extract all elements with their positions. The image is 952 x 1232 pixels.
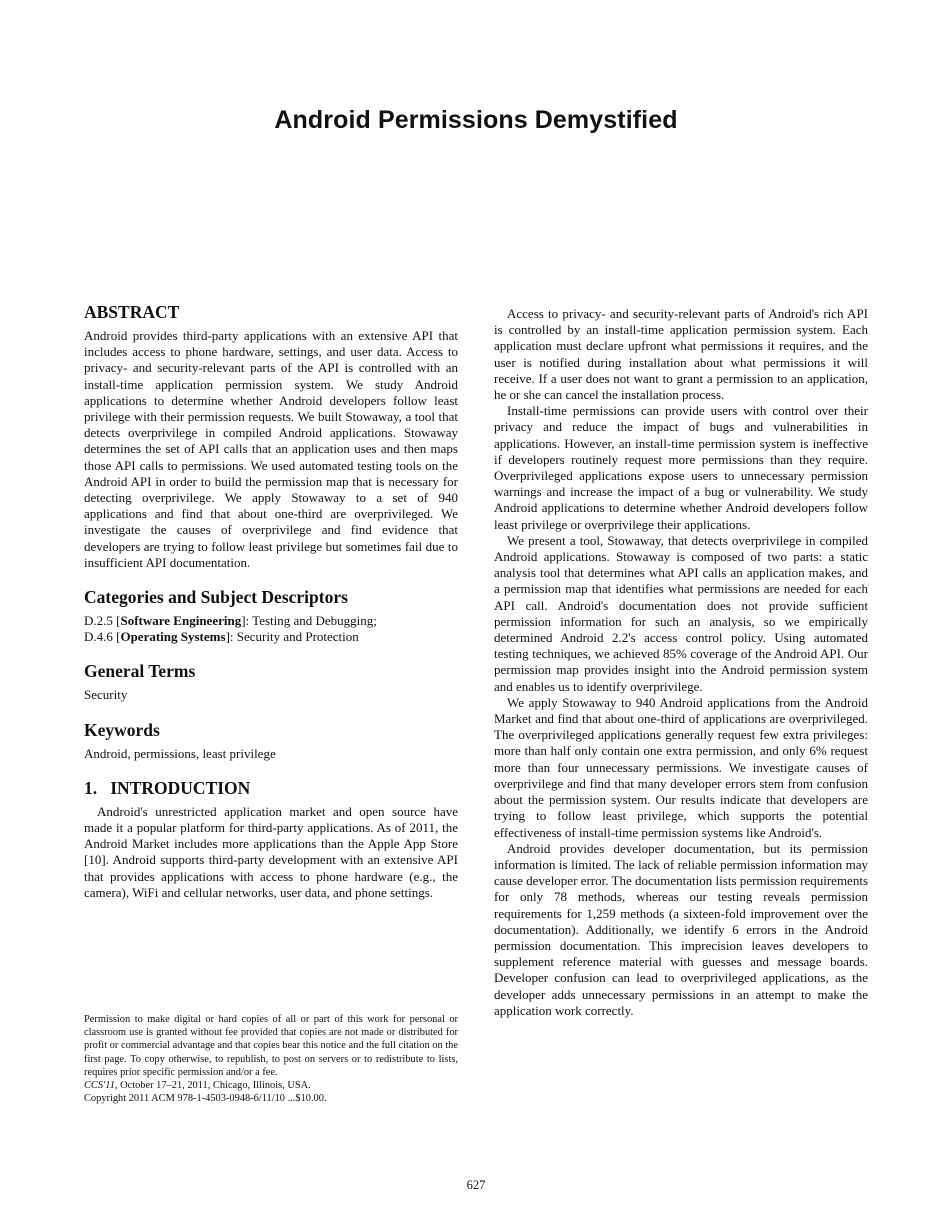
general-terms-heading: General Terms	[84, 661, 196, 682]
keywords-text: Android, permissions, least privilege	[84, 745, 276, 761]
general-terms-text: Security	[84, 687, 128, 703]
introduction-paragraph-5: We apply Stowaway to 940 Android applications from the Android Market and find that about one-third of applications are overprivileged. The overprivileged applications generally request few extra privileges: more than half only contain one extra permission, and only 6% request more than four unnecessary permissions. We investigate causes of overprivilege and find that many developer errors stem from confusion about the permission system. Our results indicate that developers are trying to follow least privilege, which supports the potential effectiveness of install-time permission systems like Android's.	[494, 694, 868, 840]
categories-heading: Categories and Subject Descriptors	[84, 587, 348, 608]
abstract-heading: ABSTRACT	[84, 302, 180, 322]
keywords-heading: Keywords	[84, 719, 160, 740]
introduction-paragraph-2: Access to privacy- and security-relevant parts of Android's rich API is controlled by an install-time application permission system. Each application must declare upfront what permissions it requires, and the user is notified during installation about what permissions it will receive. If a user does not want to grant a permission to an application, he or she can cancel the installation process.	[494, 306, 868, 403]
footnote-text: Permission to make digital or hard copies of all or part of this work for personal or classroom use is granted without fee provided that copies are not made or distributed for profit or commercial advantage and that copies bear this notice and the full citation on the first page. To copy otherwise, to republish, to post on servers or to redistribute to lists, requires prior specific permission and/or a fee.	[84, 1014, 458, 1078]
introduction-paragraph-6: Android provides developer documentation, but its permission information is limited. The lack of reliable permission information may cause developer error. The documentation lists permission requirements for only 78 methods, whereas our testing reveals permission requirements for 1,259 methods (a sixteen-fold improvement over the documentation). Additionally, we identify 6 errors in the Android permission documentation. This imprecision leaves developers to supplement reference material with guesses and message boards. Developer confusion can lead to overprivileged applications, as the developer adds unnecessary permissions in an attempt to make the application work correctly.	[494, 840, 868, 1018]
abstract-text: Android provides third-party applications with an extensive API that includes access to phone hardware, settings, and user data. Access to privacy- and security-relevant parts of the API is controlled with an install-time application permission system. We study Android applications to determine whether Android developers follow least privilege with their permission requests. We built Stowaway, a tool that detects overprivilege in compiled Android applications. Stowaway determines the set of API calls that an application uses and then maps those API calls to permissions. We used automated testing tools on the Android API in order to build the permission map that is necessary for detecting overprivilege. We apply Stowaway to a set of 940 applications and find that about one-third are overprivileged. We investigate the causes of overprivilege and find evidence that developers are trying to follow least privilege but sometimes fail due to insufficient API documentation.	[84, 328, 458, 570]
introduction-heading: 1. INTRODUCTION	[84, 777, 251, 798]
permission-footnote	[84, 1013, 458, 1105]
paper-title: Android Permissions Demystified	[274, 106, 678, 134]
categories-line-1: D.2.5 [Software Engineering]: Testing and Debugging;	[84, 613, 377, 629]
right-column	[494, 306, 868, 1019]
introduction-paragraph-1: Android's unrestricted application market and open source have made it a popular platform for third-party applications. As of 2011, the Android Market includes more applications than the Apple App Store [10]. Android supports third-party development with an extensive API that provides applications with access to phone hardware (e.g., the camera), WiFi and cellular networks, user data, and phone settings.	[84, 803, 458, 900]
categories-line-2: D.4.6 [Operating Systems]: Security and Protection	[84, 629, 359, 645]
footnote-copyright: Copyright 2011 ACM 978-1-4503-0948-6/11/10 ...$10.00.	[84, 1093, 327, 1105]
page-number: 627	[466, 1178, 486, 1192]
introduction-paragraph-3: Install-time permissions can provide users with control over their privacy and reduce the impact of bugs and vulnerabilities in applications. However, an install-time permission system is ineffective if developers routinely request more permissions than they require. Overprivileged applications expose users to unnecessary permission warnings and increase the impact of a bug or vulnerability. We study Android applications to determine whether Android developers follow least privilege or overprivilege their applications.	[494, 403, 868, 532]
footnote-conference: CCS'11, October 17–21, 2011, Chicago, Illinois, USA.	[84, 1080, 311, 1092]
introduction-paragraph-4: We present a tool, Stowaway, that detects overprivilege in compiled Android applications. Stowaway is composed of two parts: a static analysis tool that determines what API calls an application makes, and a permission map that identifies what permissions are needed for each API call. Android's documentation does not provide sufficient permission information for such an analysis, so we empirically determined Android 2.2's access control policy. Using automated testing techniques, we achieved 85% coverage of the Android API. Our permission map provides insight into the Android permission system and enables us to identify overprivilege.	[494, 532, 868, 694]
left-column	[84, 302, 458, 901]
